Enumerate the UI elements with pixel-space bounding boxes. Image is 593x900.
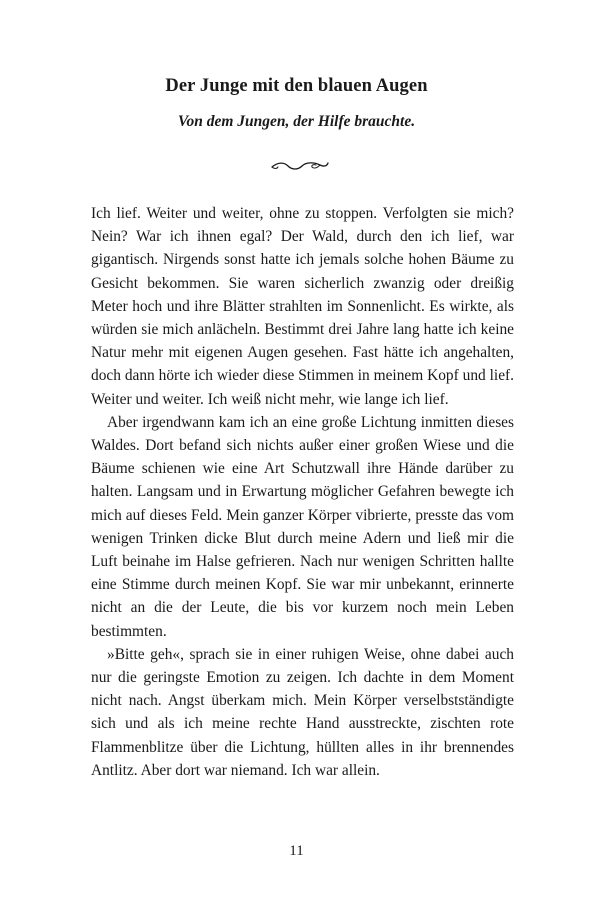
paragraph: Aber irgendwann kam ich an eine große Lichtung inmitten dieses Waldes. Dort befand sich nichts außer einer großen Wiese und die Bäume schienen wie eine Art Schutzwall ihre Hände darüber zu halten. Langsam und in Erwartung möglicher Gefahren bewegte ich mich auf dieses Feld. Mein ganzer Körper vibrierte, presste das vom wenigen Trinken dicke Blut durch meine Adern und ließ mir die Luft beinahe im Halse gefrieren. Nach nur wenigen Schritten hallte eine Stimme durch meinen Kopf. Sie war mir unbekannt, erinnerte nicht an die der Leute, die bis vor kurzem noch mein Leben bestimmten. xyxy=(91,413,514,640)
paragraph: »Bitte geh«, sprach sie in einer ruhigen Weise, ohne dabei auch nur die geringste Emotion zu zeigen. Ich dachte in dem Moment nicht nach. Angst überkam mich. Mein Körper verselbstständigte sich und als ich meine rechte Hand ausstreckte, zischten rote Flammenblitze über die Lichtung, hüllten alles in ihr brennendes Antlitz. Aber dort war niemand. Ich war allein. xyxy=(91,645,514,779)
body-text xyxy=(91,202,514,782)
chapter-subtitle: Von dem Jungen, der Hilfe brauchte. xyxy=(177,113,416,130)
page-number: 11 xyxy=(289,843,304,859)
chapter-title: Der Junge mit den blauen Augen xyxy=(165,76,428,96)
flourish-divider-icon xyxy=(270,158,330,174)
paragraph: Ich lief. Weiter und weiter, ohne zu stoppen. Verfolgten sie mich? Nein? War ich ihnen egal? Der Wald, durch den ich lief, war gigantisch. Nirgends sonst hatte ich jemals solche hohen Bäume zu Gesicht bekommen. Sie waren sicherlich zwanzig oder dreißig Meter hoch und ihre Blätter strahlten im Sonnenlicht. Es wirkte, als würden sie mich anlächeln. Bestimmt drei Jahre lang hatte ich keine Natur mehr mit eigenen Augen gesehen. Fast hätte ich angehalten, doch dann hörte ich wieder diese Stimmen in meinem Kopf und lief. Weiter und weiter. Ich weiß nicht mehr, wie lange ich lief. xyxy=(91,205,514,408)
